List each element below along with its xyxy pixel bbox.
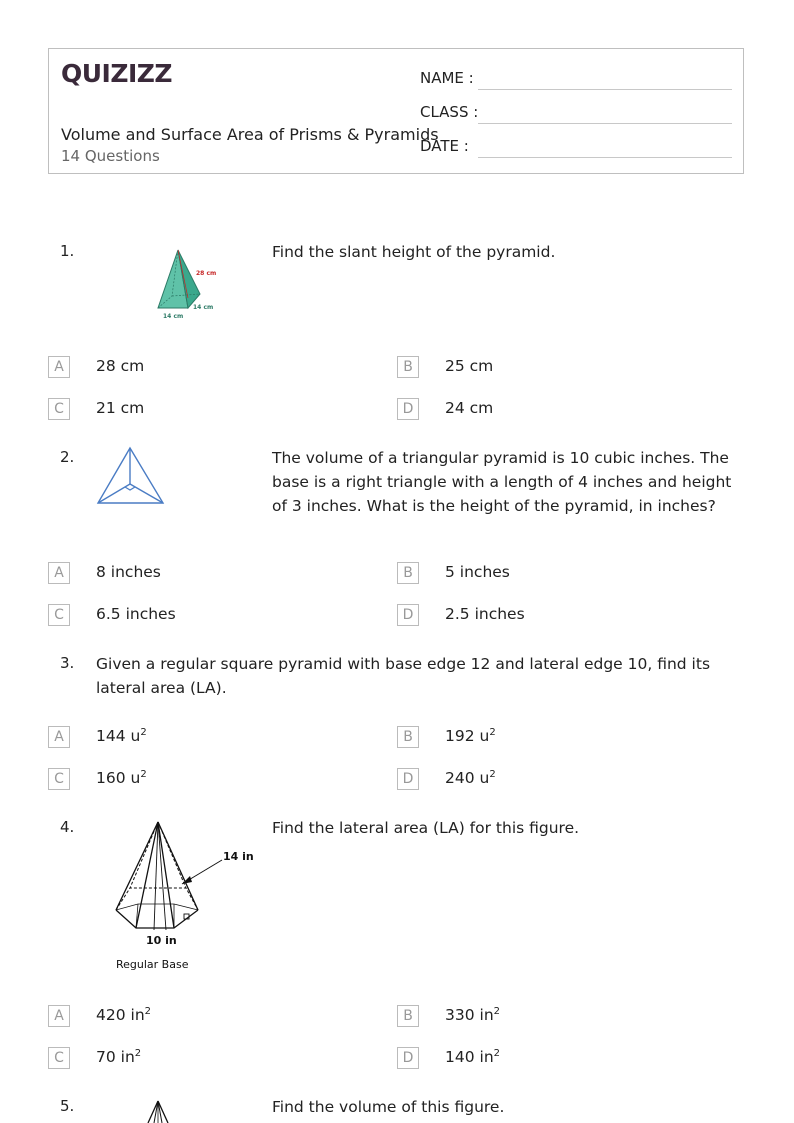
question-3-number: 3. [60,654,75,672]
date-label: DATE : [420,137,469,155]
q1-option-b-box[interactable]: B [397,356,419,378]
question-5-number: 5. [60,1097,75,1115]
worksheet-title: Volume and Surface Area of Prisms & Pyramids [61,125,439,144]
q1-option-c-text: 21 cm [96,399,145,417]
q2-option-c-box[interactable]: C [48,604,70,626]
class-line[interactable] [478,123,732,124]
name-field [420,69,474,87]
q2-option-d-text: 2.5 inches [445,605,525,623]
q1-option-b-text: 25 cm [445,357,494,375]
q1-option-d-text: 24 cm [445,399,494,417]
q2-option-a-box[interactable]: A [48,562,70,584]
name-line[interactable] [478,89,732,90]
worksheet-header [48,48,744,174]
q4-option-c-text: 70 $in^2$ [96,1048,142,1067]
q3-option-c-text: 160 $u^2$ [96,769,147,788]
q2-option-a-text: 8 inches [96,563,161,581]
question-count: 14 Questions [61,147,160,165]
q3-option-b-text: 192 $u^2$ [445,727,496,746]
regular-base-caption: Regular Base [116,958,189,971]
date-field [420,137,469,155]
question-2-text: The volume of a triangular pyramid is 10 cubic inches. The base is a right triangle with a length of 4 inches and height of 3 inches. What is the height of the pyramid, in inches? [272,449,732,515]
q4-option-d-text: 140 $in^2$ [445,1048,501,1067]
class-field [420,103,478,121]
base-edge-label: 10 in [146,934,177,947]
q2-option-b-text: 5 inches [445,563,510,581]
question-3-text: Given a regular square pyramid with base edge 12 and lateral edge 10, find its lateral area (LA). [96,655,711,697]
q4-option-b-text: 330 $in^2$ [445,1006,501,1025]
question-4-number: 4. [60,818,75,836]
q2-option-b-box[interactable]: B [397,562,419,584]
slant-height-label: 14 in [223,850,254,863]
name-label: NAME : [420,69,474,87]
q2-option-c-text: 6.5 inches [96,605,176,623]
q4-option-a-box[interactable]: A [48,1005,70,1027]
hexagonal-pyramid-figure [108,818,258,973]
q4-option-d-box[interactable]: D [397,1047,419,1069]
q4-option-a-text: 420 $in^2$ [96,1006,152,1025]
q4-option-c-box[interactable]: C [48,1047,70,1069]
q1-option-d-box[interactable]: D [397,398,419,420]
q4-option-b-box[interactable]: B [397,1005,419,1027]
question-2-number: 2. [60,448,75,466]
q1-option-a-box[interactable]: A [48,356,70,378]
square-pyramid-figure [150,246,220,322]
q1-option-a-text: 28 cm [96,357,145,375]
q3-option-b-box[interactable]: B [397,726,419,748]
class-label: CLASS : [420,103,479,121]
base-edge-label-right: 14 cm [193,304,214,311]
q3-option-a-box[interactable]: A [48,726,70,748]
q3-option-a-text: 144 $u^2$ [96,727,147,746]
question-5-figure [144,1100,174,1123]
q3-option-c-box[interactable]: C [48,768,70,790]
base-edge-label-front: 14 cm [163,313,184,320]
q2-option-d-box[interactable]: D [397,604,419,626]
quizizz-logo: QUIZIZZ [61,59,173,88]
slant-height-label: 28 cm [196,270,217,277]
q3-option-d-box[interactable]: D [397,768,419,790]
question-4-text: Find the lateral area (LA) for this figure. [272,819,580,837]
triangular-pyramid-figure [96,446,166,506]
q3-option-d-text: 240 $u^2$ [445,769,496,788]
q1-option-c-box[interactable]: C [48,398,70,420]
question-1-number: 1. [60,242,75,260]
question-5-text: Find the volume of this figure. [272,1098,505,1116]
date-line[interactable] [478,157,732,158]
question-1-text: Find the slant height of the pyramid. [272,243,556,261]
